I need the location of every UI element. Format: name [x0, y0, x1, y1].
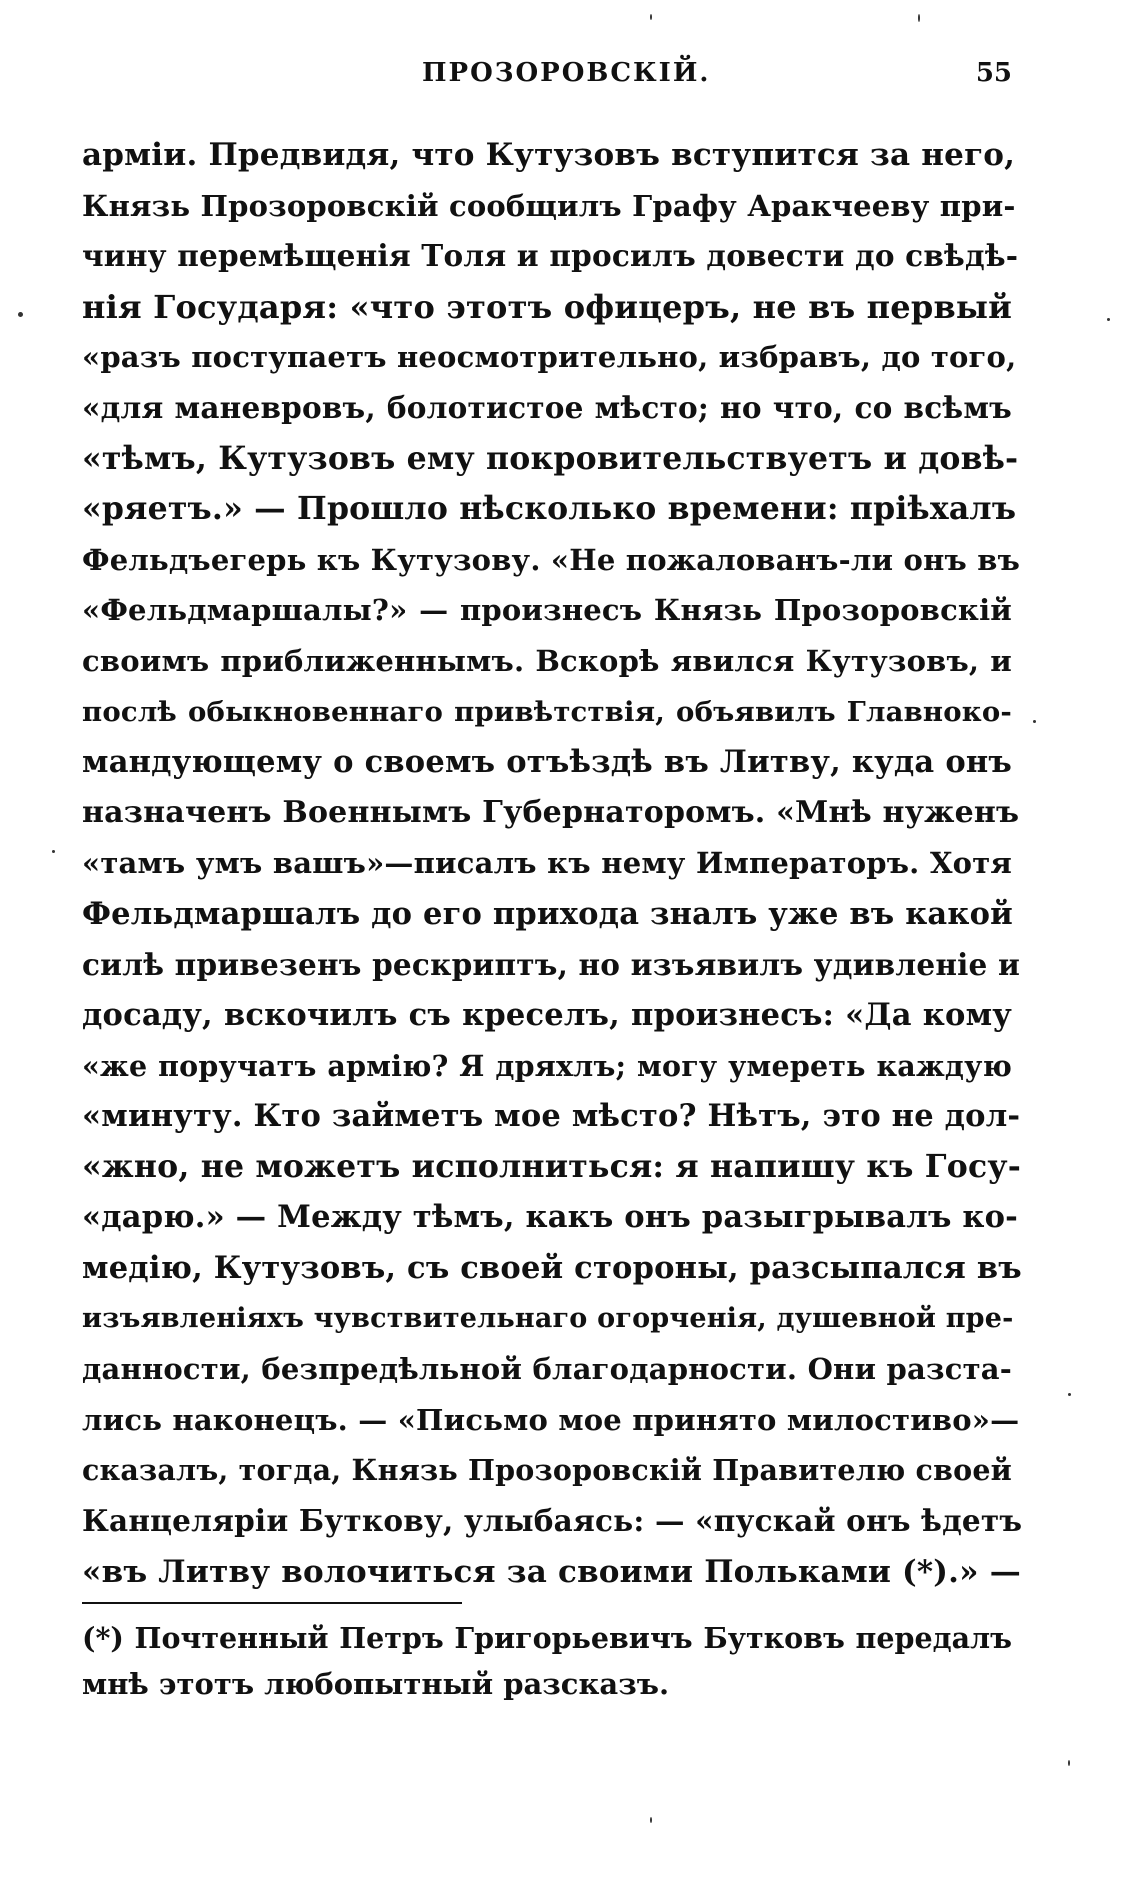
text-line: «Фельдмаршалы?» — произнесъ Князь Прозоровскій: [82, 593, 1012, 628]
text-line: «тамъ умъ вашъ»—писалъ къ нему Императоръ. Хотя: [82, 846, 1012, 881]
text-line: послѣ обыкновеннаго привѣтствія, объявилъ Главноко-: [82, 695, 1012, 728]
text-line: Канцеляріи Буткову, улыбаясь: — «пускай онъ ѣдетъ: [82, 1503, 1023, 1539]
text-line: «минуту. Кто займетъ мое мѣсто? Нѣтъ, это не дол-: [82, 1098, 1021, 1135]
text-line: «для маневровъ, болотистое мѣсто; но что, со всѣмъ: [82, 389, 1012, 425]
text-line: сказалъ, тогда, Князь Прозоровскій Правителю своей: [82, 1453, 1012, 1488]
text-line: «ряетъ.» — Прошло нѣсколько времени: пріѣхалъ: [82, 490, 1017, 528]
scan-speck: [650, 14, 652, 20]
scan-speck: [1068, 1393, 1071, 1396]
text-line: медію, Кутузовъ, съ своей стороны, разсыпался въ: [82, 1250, 1022, 1287]
text-line: чину перемѣщенія Толя и просилъ довести до свѣдѣ-: [82, 238, 1019, 274]
text-line: «дарю.» — Между тѣмъ, какъ онъ разыгрывалъ ко-: [82, 1199, 1019, 1236]
footnote-line: мнѣ этотъ любопытный разсказъ.: [82, 1667, 670, 1701]
text-line: «въ Литву волочиться за своими Польками (*).» —: [82, 1553, 1021, 1590]
scan-speck: [52, 850, 55, 853]
text-line: силѣ привезенъ рескриптъ, но изъявилъ удивленіе и: [82, 946, 1021, 982]
text-line: досаду, вскочилъ съ креселъ, произнесъ: «Да кому: [82, 997, 1012, 1034]
text-line: изъявленіяхъ чувствительнаго огорченія, душевной пре-: [82, 1302, 1014, 1334]
text-line: Князь Прозоровскій сообщилъ Графу Аракчееву при-: [82, 188, 1016, 223]
text-line: «же поручатъ армію? Я дряхлъ; могу умереть каждую: [82, 1048, 1012, 1083]
text-line: Фельдмаршалъ до его прихода зналъ уже въ какой: [82, 895, 1013, 932]
text-line: «разъ поступаетъ неосмотрительно, избравъ, до того,: [82, 340, 1017, 375]
running-head: ПРОЗОРОВСКІЙ.: [422, 58, 711, 88]
footnote-line: (*) Почтенный Петръ Григорьевичъ Бутковъ передалъ: [82, 1621, 1012, 1655]
page-number: 55: [975, 58, 1012, 88]
page-header: [82, 58, 1012, 98]
scan-speck: [918, 14, 920, 22]
scan-speck: [18, 312, 23, 317]
text-line: своимъ приближеннымъ. Вскорѣ явился Кутузовъ, и: [82, 643, 1012, 678]
text-line: арміи. Предвидя, что Кутузовъ вступится за него,: [82, 137, 1016, 173]
text-line: Фельдъегерь къ Кутузову. «Не пожалованъ-ли онъ въ: [82, 542, 1021, 577]
text-line: мандующему о своемъ отъѣздѣ въ Литву, куда онъ: [82, 744, 1012, 781]
scan-speck: [1033, 720, 1036, 723]
text-line: «тѣмъ, Кутузовъ ему покровительствуетъ и довѣ-: [82, 439, 1019, 477]
text-line: «жно, не можетъ исполниться: я напишу къ Госу-: [82, 1147, 1021, 1185]
text-line: назначенъ Военнымъ Губернаторомъ. «Мнѣ нуженъ: [82, 794, 1020, 830]
scan-speck: [1107, 318, 1110, 321]
text-line: данности, безпредѣльной благодарности. Они разста-: [82, 1352, 1012, 1387]
footnote: [82, 1615, 1012, 1707]
text-line: нія Государя: «что этотъ офицеръ, не въ первый: [82, 287, 1013, 326]
scan-speck: [1068, 1760, 1070, 1766]
main-text: [82, 130, 1023, 1597]
text-line: лись наконецъ. — «Письмо мое принято милостиво»—: [82, 1402, 1020, 1437]
scan-speck: [650, 1817, 652, 1823]
footnote-rule: [82, 1602, 462, 1604]
